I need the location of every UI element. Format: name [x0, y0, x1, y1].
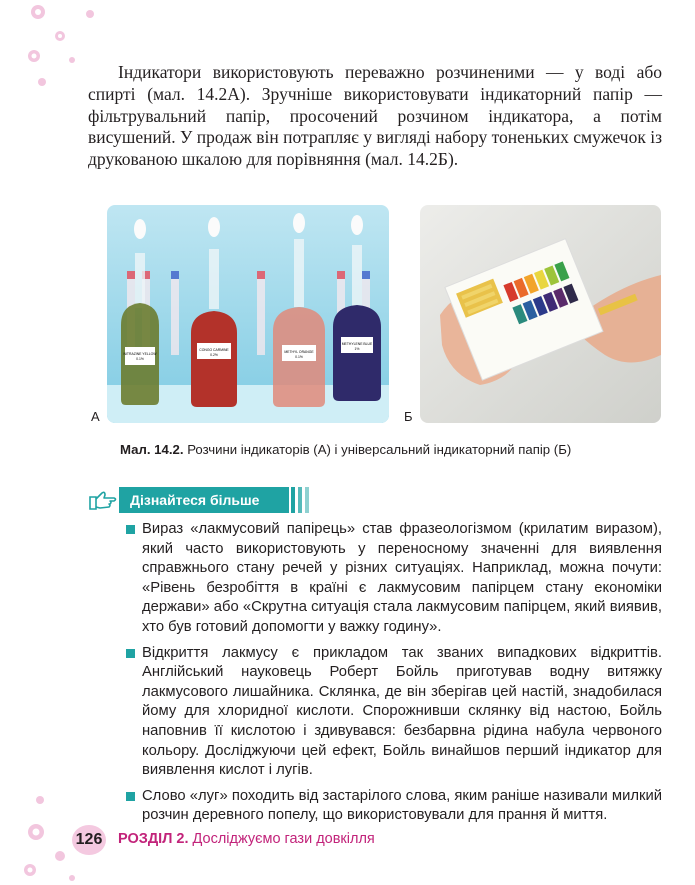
list-item: [126, 644, 662, 781]
bottle-label-2: CONGO CARMINE: [199, 348, 229, 352]
page-number: 126: [75, 831, 103, 848]
learn-more-title: Дізнайтеся більше: [119, 487, 289, 513]
bottle-label-4: METHYLENE BLUE: [341, 342, 373, 346]
figure-label-b: Б: [404, 409, 413, 424]
figure-label-a: А: [91, 409, 100, 424]
pointing-hand-icon: [88, 487, 118, 513]
list-item-text: Відкриття лакмусу є прикладом так званих випадкових відкриттів. Англійський науковець Роберт Бойль приготував водну витяжку лакмусового лишайника. Склянка, де він зберігав цей настій, знадобилася йому для хлоридної кислоти. Спорожнивши склянку від настою, Бойль наповнив її кислотою і здивувався: безбарвна рідина набула червоного кольору. Досліджуючи цей ефект, Бойль винайшов перший індикатор для виявлення кислот і лугів.: [142, 644, 662, 779]
bottle-label-2-pct: 0.2%: [210, 353, 218, 357]
section-name: Досліджуємо гази довкілля: [192, 831, 375, 847]
bottle-label-4-pct: 1%: [354, 347, 360, 351]
list-item: [126, 787, 662, 826]
section-title: [118, 831, 375, 847]
list-item-text: Слово «луг» походить від застарілого слова, яким раніше називали милкий розчин деревного попелу, що використовували для прання й миття.: [142, 787, 662, 824]
bottle-label-1-pct: 0.1%: [136, 357, 144, 361]
learn-more-list: [126, 520, 662, 832]
section-number: РОЗДІЛ 2.: [118, 831, 189, 847]
bullet-square-icon: [126, 525, 135, 534]
list-item-text: Вираз «лакмусовий папірець» став фразеологізмом (крилатим виразом), який часто використовують у переносному значенні для виявлення справжнього стану речей у різних ситуаціях. Наприклад, можна почути: «Рівень безробіття в країні є лакмусовим папірцем стану економіки держави» або «Скрутна ситуація стала лакмусовим папірцем, який виявив, хто був готовий допомогти у важку годину».: [142, 521, 662, 635]
bottle-label-1: NITRAZINE YELLOW: [123, 352, 157, 356]
banner-stripes: [289, 487, 315, 513]
bottle-label-3: METHYL ORANGE: [284, 350, 314, 354]
list-item: [126, 520, 662, 638]
figure-caption: [120, 442, 660, 457]
caption-number: Мал. 14.2.: [120, 442, 184, 457]
indicator-solutions-photo: [107, 205, 389, 423]
indicator-paper-photo: [420, 205, 661, 423]
caption-text: Розчини індикаторів (А) і універсальний індикаторний папір (Б): [187, 442, 572, 457]
intro-paragraph: Індикатори використовують переважно розчиненими — у воді або спирті (мал. 14.2А). Зручніше використовувати індикаторний папір — фільтрувальний папір, просочений розчином індикатора, а потім висушений. У продаж він потрапляє у вигляді набору тоненьких смужечок із друкованою шкалою для порівняння (мал. 14.2Б).: [88, 62, 662, 170]
bottle-label-3-pct: 0.1%: [295, 355, 303, 359]
bullet-square-icon: [126, 792, 135, 801]
bullet-square-icon: [126, 649, 135, 658]
